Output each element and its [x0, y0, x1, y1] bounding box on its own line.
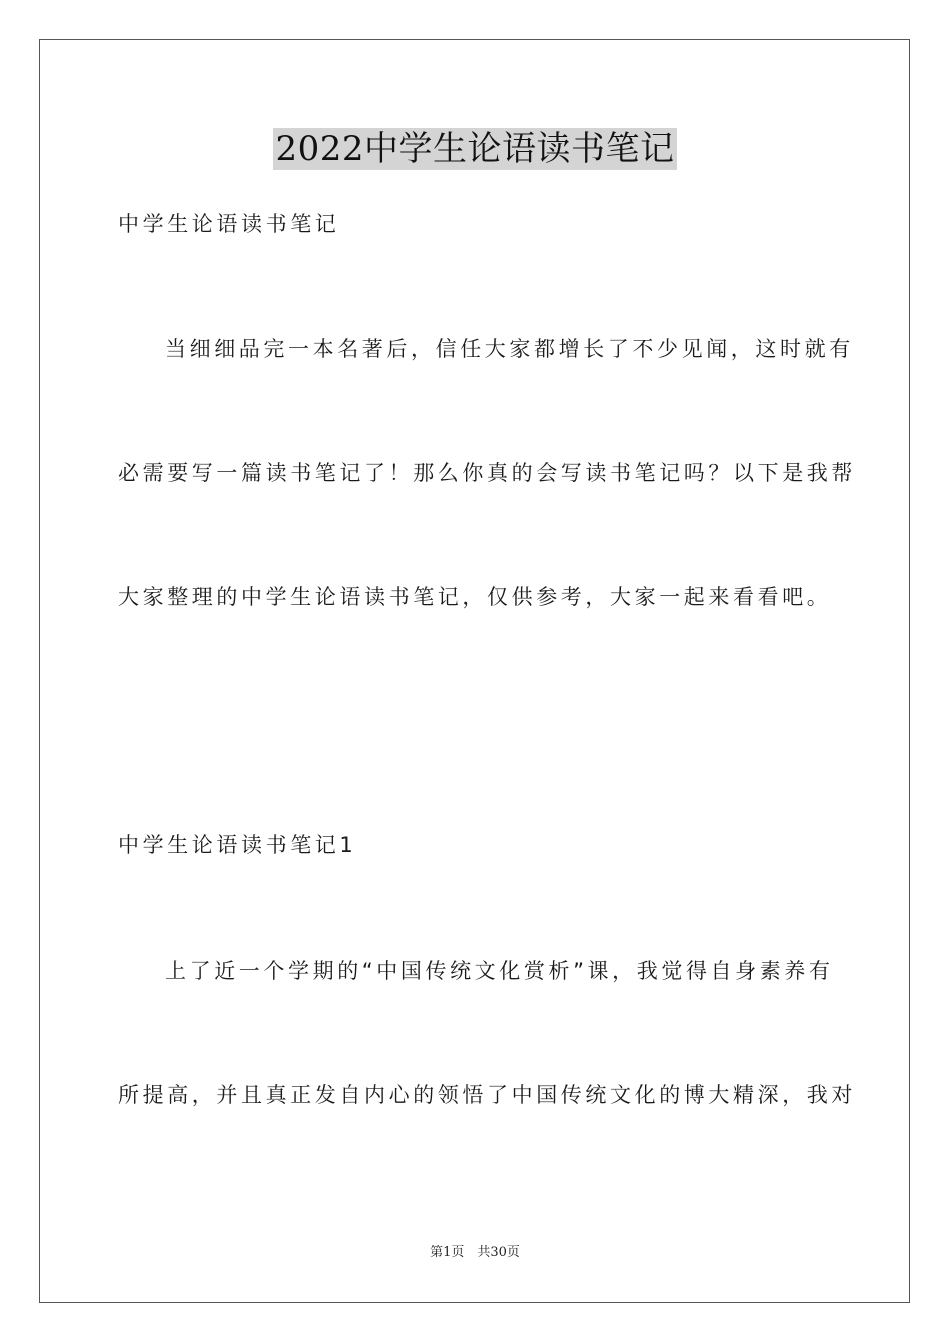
document-title: 2022中学生论语读书笔记	[275, 129, 675, 169]
paragraph-line: 上了近一个学期的“中国传统文化赏析”课，我觉得自身素养有	[165, 959, 834, 983]
title-container	[0, 128, 950, 170]
paragraph-line: 所提高，并且真正发自内心的领悟了中国传统文化的博大精深，我对	[118, 1083, 856, 1107]
page-number-footer: 第1页 共30页	[430, 1245, 520, 1260]
paragraph-line: 当细细品完一本名著后，信任大家都增长了不少见闻，这时就有	[165, 337, 854, 361]
subtitle-line: 中学生论语读书笔记	[118, 212, 340, 236]
section-heading: 中学生论语读书笔记1	[118, 833, 357, 857]
paragraph-line: 必需要写一篇读书笔记了！那么你真的会写读书笔记吗？以下是我帮	[118, 461, 856, 485]
paragraph-line: 大家整理的中学生论语读书笔记，仅供参考，大家一起来看看吧。	[118, 585, 832, 609]
